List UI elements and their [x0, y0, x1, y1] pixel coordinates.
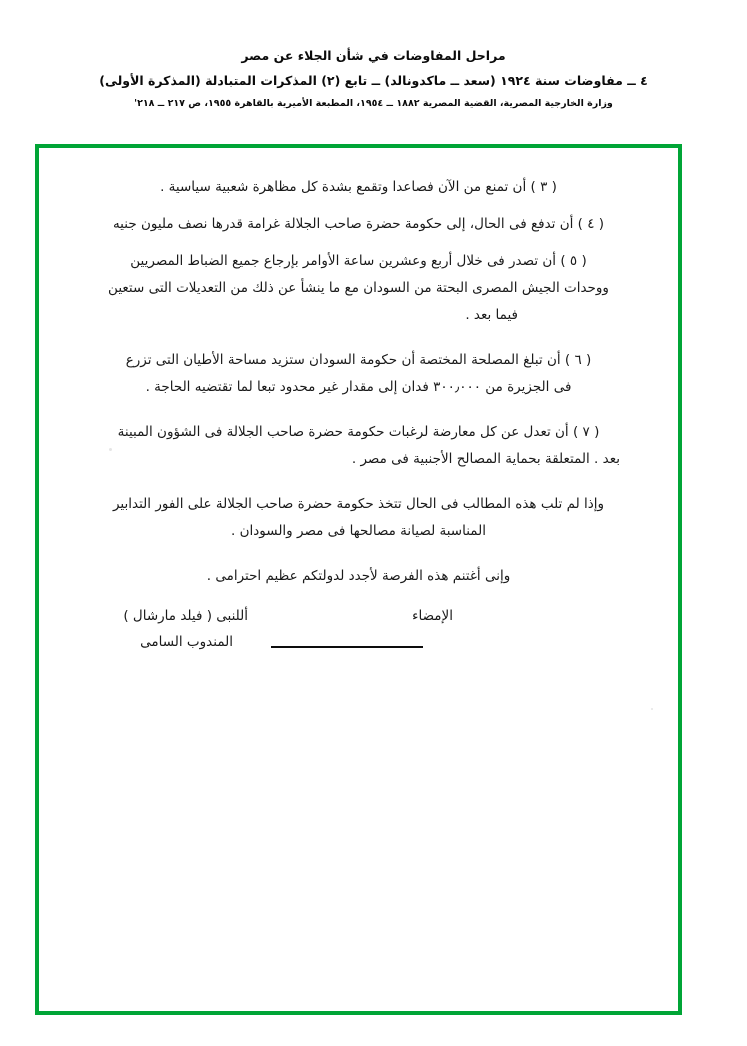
horizontal-rule — [271, 646, 423, 648]
clause-6-line-2: فى الجزيرة من ٣٠٠٫٠٠٠ فدان إلى مقدار غير محدود تبعا لما تقتضيه الحاجة . — [145, 379, 572, 395]
clause-7-line-2: بعد . المتعلقة بحماية المصالح الأجنبية فى مصر . — [351, 451, 620, 467]
document-source-citation: وزارة الخارجية المصرية، القضية المصرية ١٨٨٢ ــ ١٩٥٤، المطبعة الأميرية بالقاهرة ١٩٥٥، ص ٢١٧ ــ ٢١٨' — [134, 98, 613, 109]
clause-6 — [79, 347, 638, 401]
clause-5-line-2: ووحدات الجيش المصرى البحتة من السودان مع ما ينشأ عن ذلك من التعديلات التى ستعين — [108, 280, 609, 296]
clause-3 — [79, 174, 638, 201]
document-header — [0, 48, 747, 109]
closing-paragraph — [79, 491, 638, 545]
clause-6-line-1: ( ٦ ) أن تبلغ المصلحة المختصة أن حكومة السودان ستزيد مساحة الأطيان التى تزرع — [125, 352, 592, 368]
scan-speck — [109, 448, 112, 451]
clause-4 — [79, 211, 638, 238]
spacer-3 — [79, 483, 638, 491]
signature-name: أللنبى ( فيلد مارشال ) — [123, 608, 248, 624]
spacer-4 — [79, 555, 638, 563]
spacer-2 — [79, 411, 638, 419]
courtesy-line: وإنى أغتنم هذه الفرصة لأجدد لدولتكم عظيم احترامى . — [206, 568, 511, 584]
closing-line-2: المناسبة لصيانة مصالحها فى مصر والسودان . — [231, 523, 486, 539]
courtesy-paragraph — [79, 563, 638, 590]
clause-3-line-1: ( ٣ ) أن تمنع من الآن فصاعدا وتقمع بشدة كل مظاهرة شعبية سياسية . — [160, 179, 557, 195]
scanned-page-frame — [35, 144, 682, 1015]
spacer-1 — [79, 339, 638, 347]
scan-speck — [651, 708, 653, 710]
clause-7 — [79, 419, 638, 473]
clause-7-line-1: ( ٧ ) أن تعدل عن كل معارضة لرغبات حكومة حضرة صاحب الجلالة فى الشؤون المبينة — [117, 424, 600, 440]
signature-title: المندوب السامى — [140, 634, 233, 650]
clause-5-line-1: ( ٥ ) أن تصدر فى خلال أربع وعشرين ساعة الأوامر بإرجاع جميع الضباط المصريين — [130, 253, 587, 269]
clause-4-line-1: ( ٤ ) أن تدفع فى الحال، إلى حكومة حضرة صاحب الجلالة غرامة قدرها نصف مليون جنيه — [112, 216, 605, 232]
document-subtitle: ٤ ــ مفاوضات سنة ١٩٢٤ (سعد ــ ماكدونالد) ــ تابع (٢) المذكرات المتبادلة (المذكرة الأولى) — [99, 73, 648, 88]
document-title: مراحل المفاوضات في شأن الجلاء عن مصر — [241, 48, 506, 63]
clause-5 — [79, 248, 638, 329]
clause-5-line-3: فيما بعد . — [465, 307, 518, 323]
scanned-page-content — [39, 148, 678, 686]
signature-label: الإمضاء — [412, 608, 453, 624]
closing-line-1: وإذا لم تلب هذه المطالب فى الحال تتخذ حكومة حضرة صاحب الجلالة على الفور التدابير — [112, 496, 605, 512]
